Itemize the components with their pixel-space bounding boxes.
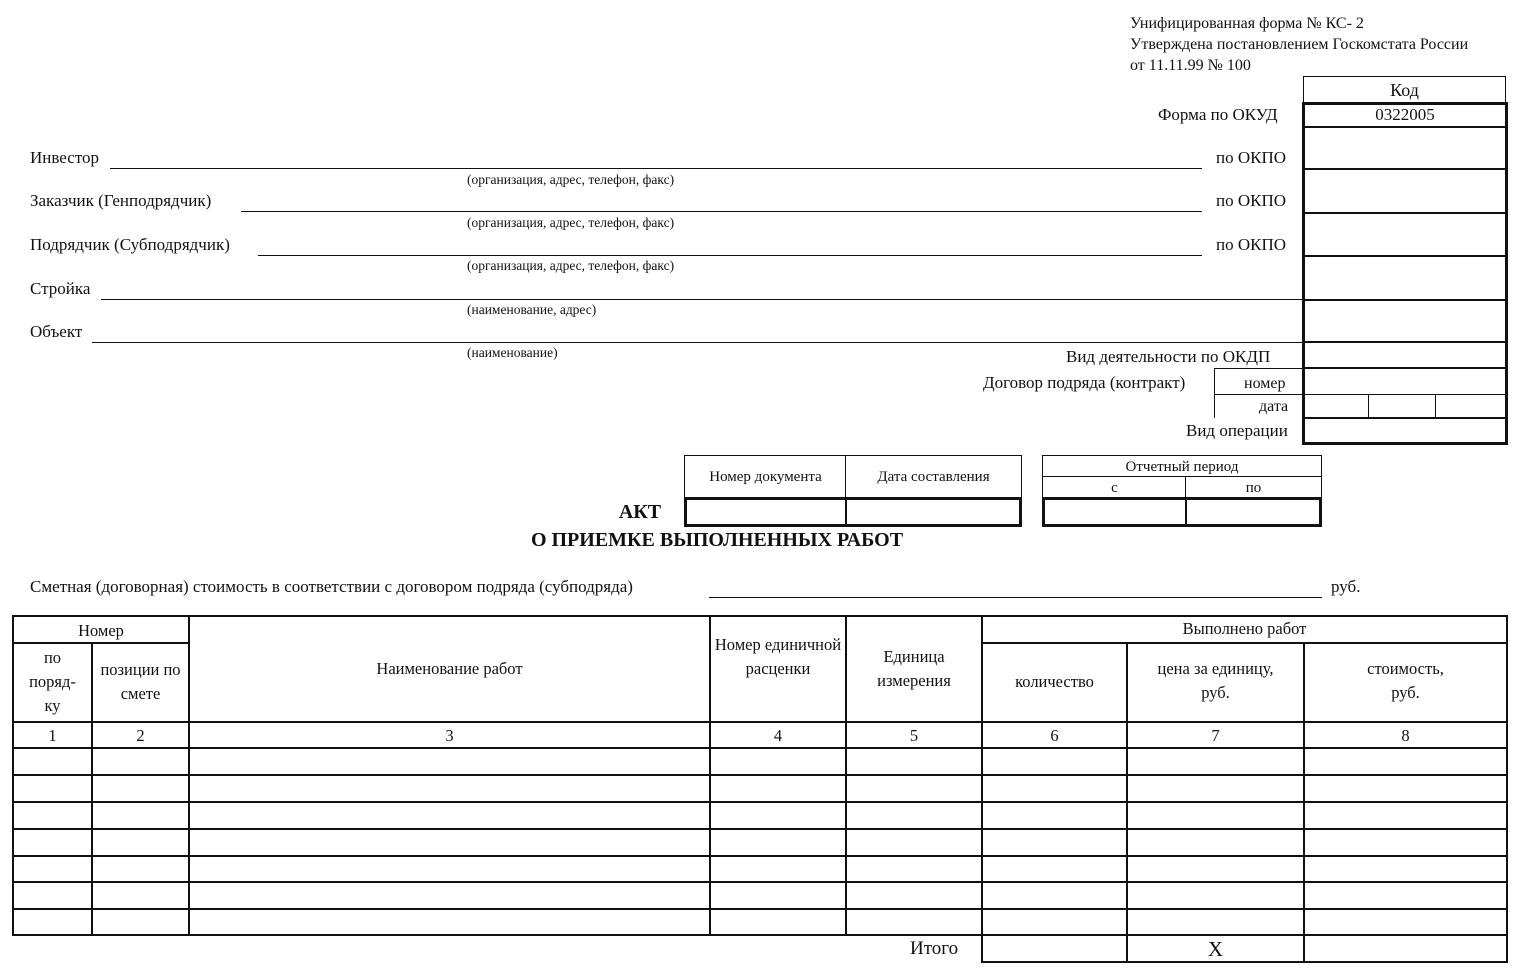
estimate-field[interactable] [709,597,1322,598]
period-to-label: по [1245,480,1262,496]
estimate-unit: руб. [1331,577,1361,596]
object-hint: (наименование) [467,345,558,360]
customer-hint: (организация, адрес, телефон, факс) [467,215,675,230]
col-unit-header: Единица измерения [877,647,951,690]
contractor-hint: (организация, адрес, телефон, факс) [467,258,675,273]
investor-label: Инвестор [30,148,100,167]
col-number-6: 6 [1050,726,1059,745]
object-field[interactable] [92,342,1303,343]
col-name-header: Наименование работ [376,659,523,678]
site-field[interactable] [101,299,1303,300]
kod-label: Код [1390,80,1419,100]
total-label: Итого [910,938,959,959]
period-header: Отчетный период [1125,459,1239,475]
approval-line: Утверждена постановлением Госкомстата России [1130,36,1469,53]
okpo-investor-label: по ОКПО [1216,148,1287,167]
doc-date-header: Дата составления [877,469,990,485]
col-number-7: 7 [1211,726,1220,745]
investor-field[interactable] [110,168,1202,169]
customer-field[interactable] [241,211,1202,212]
col-position-header: позиции по смете [100,660,181,703]
col-order-header: по поряд- ку [29,648,76,715]
contract-label: Договор подряда (контракт) [983,373,1186,392]
operation-label: Вид операции [1186,421,1288,440]
approval-date-line: от 11.11.99 № 100 [1130,57,1251,74]
doc-number-header: Номер документа [709,469,822,485]
contractor-label: Подрядчик (Субподрядчик) [30,235,230,254]
title-akt: АКТ [618,501,662,523]
investor-hint: (организация, адрес, телефон, факс) [467,172,675,187]
col-price-header: цена за единицу, руб. [1157,659,1274,702]
period-from-label: с [1111,480,1118,496]
okdp-label: Вид деятельности по ОКДП [1066,347,1271,366]
col-number-1: 1 [48,726,57,745]
object-label: Объект [30,322,83,341]
customer-label: Заказчик (Генподрядчик) [30,191,212,210]
col-cost-header: стоимость, руб. [1367,659,1444,702]
okud-value: 0322005 [1375,105,1435,124]
site-hint: (наименование, адрес) [467,302,597,317]
col-number-3: 3 [445,726,454,745]
col-number-8: 8 [1401,726,1410,745]
contract-date-label: дата [1259,398,1289,415]
doc-values-row [684,497,1022,527]
total-x-mark: Х [1207,937,1224,961]
col-qty-header: количество [1015,672,1094,691]
group-number-header: Номер [78,621,124,640]
okpo-contractor-label: по ОКПО [1216,235,1287,254]
title-main: О ПРИЕМКЕ ВЫПОЛНЕННЫХ РАБОТ [530,529,904,551]
okpo-customer-label: по ОКПО [1216,191,1287,210]
col-number-4: 4 [773,726,783,745]
col-number-5: 5 [909,726,919,745]
group-done-header: Выполнено работ [1182,619,1307,638]
okud-label: Форма по ОКУД [1158,105,1278,124]
col-number-2: 2 [136,726,145,745]
form-code-line: Унифицированная форма № КС- 2 [1130,15,1364,32]
period-values-row [1042,497,1322,527]
contract-number-label: номер [1244,375,1286,392]
kod-header-cell [1303,76,1506,102]
contractor-field[interactable] [258,255,1202,256]
estimate-label: Сметная (договорная) стоимость в соответствии с договором подряда (субподряда) [30,577,633,596]
site-label: Стройка [30,279,91,298]
col-rate-header: Номер единичной расценки [714,635,842,678]
